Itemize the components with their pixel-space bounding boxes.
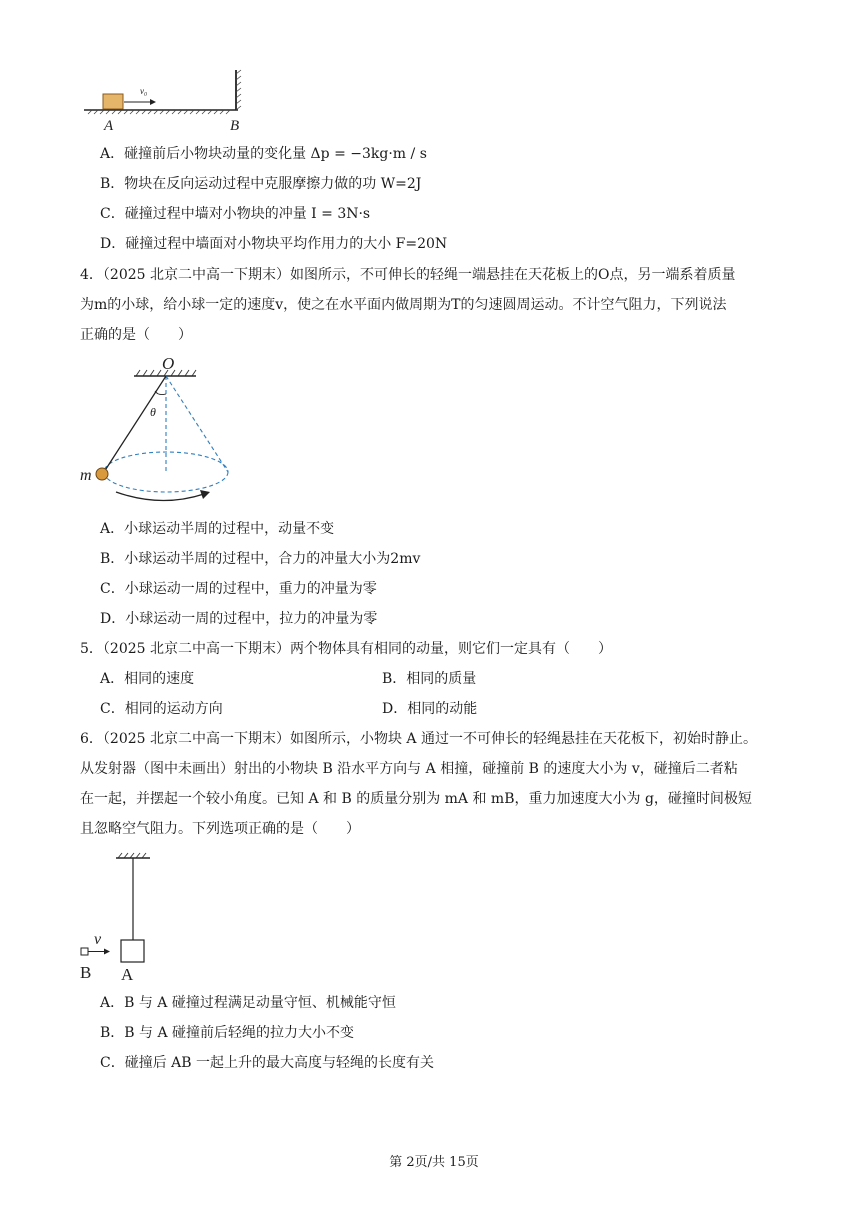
ball-m xyxy=(96,468,108,480)
q3-option-c: C．碰撞过程中墙对小物块的冲量 I = 3N·s xyxy=(100,206,371,222)
q5-option-d: D．相同的动能 xyxy=(382,701,478,717)
figure-ballistic-pendulum xyxy=(76,850,176,984)
q4-option-d: D．小球运动一周的过程中，拉力的冲量为零 xyxy=(100,611,378,627)
label-v: v xyxy=(94,931,102,948)
velocity-arrow xyxy=(88,949,110,955)
figure-conical-pendulum xyxy=(76,354,246,514)
page-footer: 第 2页/共 15页 xyxy=(389,1155,479,1170)
label-theta: θ xyxy=(150,405,156,419)
label-m: m xyxy=(80,467,92,484)
velocity-arrow xyxy=(124,99,156,105)
q6-option-a: A．B 与 A 碰撞过程满足动量守恒、机械能守恒 xyxy=(100,995,396,1011)
label-v0: v₀ xyxy=(140,86,148,96)
figure-block-wall xyxy=(80,66,250,136)
ceiling-line xyxy=(116,853,150,858)
q5-stem: 5．（2025 北京二中高一下期末）两个物体具有相同的动量，则它们一定具有（ ） xyxy=(80,641,612,657)
block-a xyxy=(103,94,123,109)
label-b: B xyxy=(80,963,92,982)
q3-option-b: B．物块在反向运动过程中克服摩擦力做的功 W=2J xyxy=(100,176,422,192)
q4-option-b: B．小球运动半周的过程中，合力的冲量大小为2mv xyxy=(100,551,421,567)
string xyxy=(104,376,166,472)
q3-option-d: D．碰撞过程中墙面对小物块平均作用力的大小 F=20N xyxy=(100,236,448,252)
q4-stem-line-3: 正确的是（ ） xyxy=(80,327,192,343)
q5-option-a: A．相同的速度 xyxy=(100,671,195,687)
block-a xyxy=(121,940,144,962)
q6-stem-line-4: 且忽略空气阻力。下列选项正确的是（ ） xyxy=(80,821,360,837)
label-a: A xyxy=(104,118,114,134)
q5-option-b: B．相同的质量 xyxy=(382,671,477,687)
q6-option-b: B．B 与 A 碰撞前后轻绳的拉力大小不变 xyxy=(100,1025,355,1041)
label-a: A xyxy=(121,965,134,984)
q6-stem-line-1: 6．（2025 北京二中高一下期末）如图所示，小物块 A 通过一不可伸长的轻绳悬挂在天花板下，初始时静止。 xyxy=(80,731,757,747)
cone-lines xyxy=(104,376,228,492)
q6-option-c: C．碰撞后 AB 一起上升的最大高度与轻绳的长度有关 xyxy=(100,1055,435,1071)
q4-option-c: C．小球运动一周的过程中，重力的冲量为零 xyxy=(100,581,377,597)
label-o: O xyxy=(162,354,175,373)
label-b: B xyxy=(230,118,240,134)
q4-option-a: A．小球运动半周的过程中，动量不变 xyxy=(100,521,335,537)
q4-stem-line-2: 为m的小球，给小球一定的速度v，使之在水平面内做周期为T的匀速圆周运动。不计空气阻力，下列说法 xyxy=(80,297,727,313)
q6-stem-line-2: 从发射器（图中未画出）射出的小物块 B 沿水平方向与 A 相撞，碰撞前 B 的速度大小为 v，碰撞后二者粘 xyxy=(80,761,738,777)
wall-b xyxy=(236,70,241,110)
block-b xyxy=(81,948,88,955)
q3-option-a: A．碰撞前后小物块动量的变化量 Δp = −3kg·m / s xyxy=(100,146,427,162)
q5-option-c: C．相同的运动方向 xyxy=(100,701,223,717)
q6-stem-line-3: 在一起，并摆起一个较小角度。已知 A 和 B 的质量分别为 mA 和 mB，重力加速度大小为 g，碰撞时间极短 xyxy=(80,791,752,807)
q4-stem-line-1: 4．（2025 北京二中高一下期末）如图所示，不可伸长的轻绳一端悬挂在天花板上的O点，另一端系着质量 xyxy=(80,267,736,283)
